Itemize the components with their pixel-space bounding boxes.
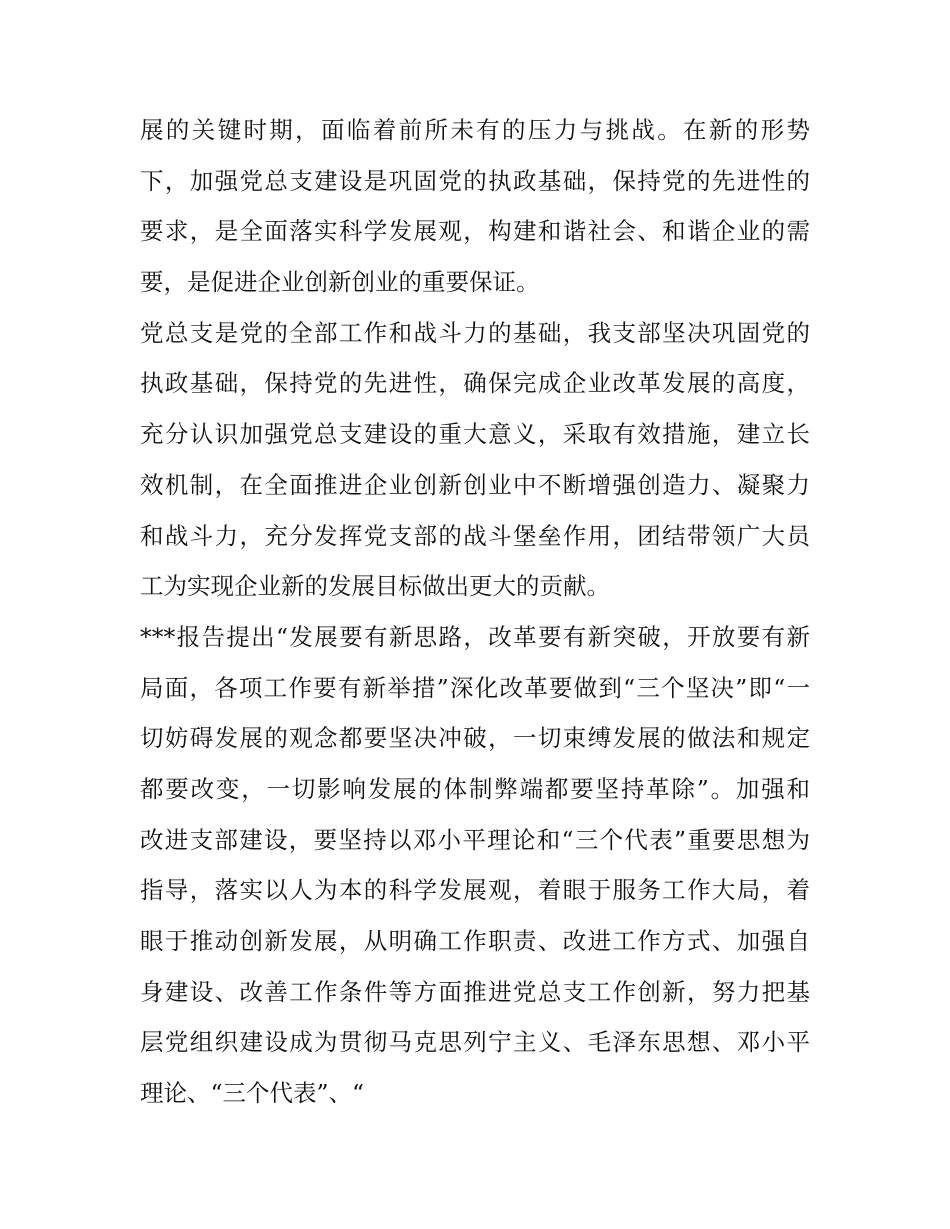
text-line: 要，是促进企业创新创业的重要保证。 <box>140 268 540 297</box>
text-line: 指导，落实以人为本的科学发展观，着眼于服务工作大局，着 <box>140 876 810 905</box>
text-line: 党总支是党的全部工作和战斗力的基础，我支部坚决巩固党的 <box>140 318 810 347</box>
text-line: 理论、“三个代表”、“ <box>140 1079 365 1108</box>
text-line: 局面，各项工作要有新举措”深化改革要做到“三个坚决”即“一 <box>140 673 810 702</box>
text-line: 下，加强党总支建设是巩固党的执政基础，保持党的先进性的 <box>140 166 810 195</box>
text-line: 展的关键时期，面临着前所未有的压力与挑战。在新的形势 <box>140 116 810 144</box>
text-line: 要求，是全面落实科学发展观，构建和谐社会、和谐企业的需 <box>140 217 810 246</box>
text-line: 层党组织建设成为贯彻马克思列宁主义、毛泽东思想、邓小平 <box>140 1028 810 1057</box>
text-line: 身建设、改善工作条件等方面推进党总支工作创新，努力把基 <box>140 977 810 1006</box>
text-line: 效机制，在全面推进企业创新创业中不断增强创造力、凝聚力 <box>140 470 810 499</box>
text-line: 充分认识加强党总支建设的重大意义，采取有效措施，建立长 <box>140 420 810 449</box>
text-line: 工为实现企业新的发展目标做出更大的贡献。 <box>140 572 610 601</box>
text-line: 改进支部建设，要坚持以邓小平理论和“三个代表”重要思想为 <box>140 825 810 854</box>
document-page <box>140 110 810 1124</box>
text-line: 执政基础，保持党的先进性，确保完成企业改革发展的高度， <box>140 369 810 398</box>
text-line: 都要改变，一切影响发展的体制弊端都要坚持革除”。加强和 <box>140 774 810 803</box>
text-line: 眼于推动创新发展，从明确工作职责、改进工作方式、加强自 <box>140 927 810 955</box>
text-line: 和战斗力，充分发挥党支部的战斗堡垒作用，团结带领广大员 <box>140 521 810 550</box>
text-line: ***报告提出“发展要有新思路，改革要有新突破，开放要有新 <box>140 622 810 651</box>
text-line: 切妨碍发展的观念都要坚决冲破，一切束缚发展的做法和规定 <box>140 724 810 753</box>
